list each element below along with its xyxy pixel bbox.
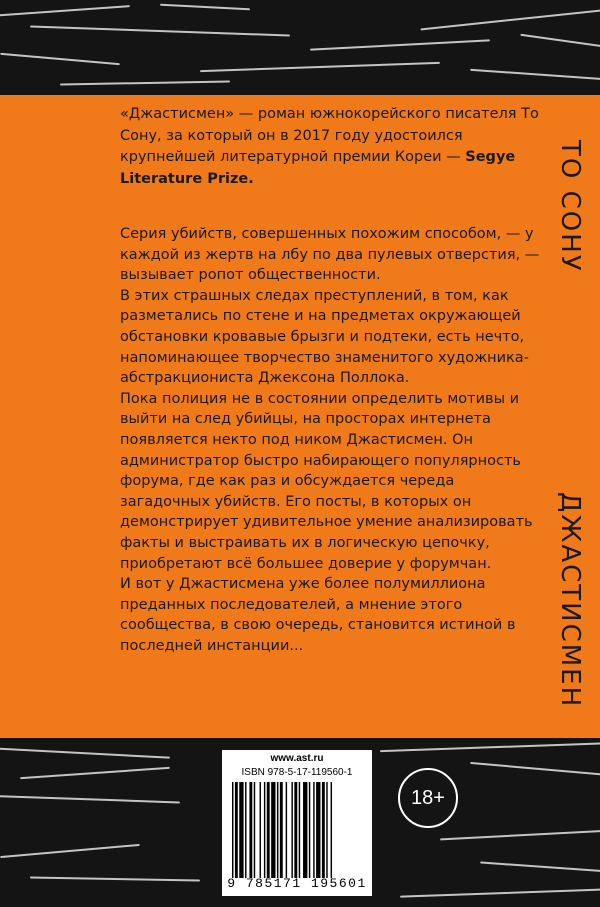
barcode-bar (245, 782, 246, 878)
barcode-bar (271, 782, 275, 878)
barcode-bar (313, 782, 314, 878)
prize-name: Segye Literature Prize. (120, 149, 516, 187)
barcode (232, 782, 368, 878)
intro-text (120, 104, 540, 190)
barcode-bar (232, 782, 233, 878)
barcode-bar (291, 782, 292, 878)
barcode-bar (254, 782, 255, 878)
synopsis-paragraph: Серия убийств, совершенных похожим способом, — у каждой из жертв на лбу по два пулевых отверстия, — вызывает ропот общественности. (120, 226, 540, 284)
barcode-bar (260, 782, 261, 878)
barcode-bar (331, 782, 332, 878)
barcode-bar (299, 782, 300, 878)
barcode-bar (277, 782, 278, 878)
isbn-label (222, 750, 372, 896)
title-vertical: ДЖАСТИСМЕН (555, 492, 585, 709)
age-rating-badge: 18+ (398, 768, 458, 828)
barcode-bar (235, 782, 238, 878)
synopsis-paragraph: И вот у Джастисмена уже более полумиллиона преданных последователей, а мнение этого сообщества, в свою очередь, становится истиной в последней инстанции... (120, 576, 516, 654)
barcode-bar (280, 782, 283, 878)
barcode-bar (264, 782, 265, 878)
barcode-bar (322, 782, 325, 878)
isbn-number: ISBN 978-5-17-119560-1 (241, 767, 353, 778)
author-vertical: ТО СОНУ (555, 140, 585, 273)
barcode-bar (316, 782, 320, 878)
publisher-site: www.ast.ru (270, 753, 324, 764)
barcode-bar (286, 782, 287, 878)
top-dark-band (0, 0, 600, 95)
barcode-bar (267, 782, 270, 878)
synopsis-paragraph: Пока полиция не в состоянии определить мотивы и выйти на след убийцы, на просторах интернета появляется некто под ником Джастисмен. Он администратор быстро набирающего популярность форума, где как раз и обсуждается череда загадочных убийств. Его посты, в которых он демонстрирует удивительное умение анализировать факты и выстраивать их в логическую цепочку, приобретают всё большее доверие у форумчан. (120, 390, 533, 572)
barcode-bar (326, 782, 327, 878)
synopsis-paragraph: В этих страшных следах преступлений, в том, как разметались по стене и на предметах окружающей обстановки кровавые брызги и подтеки, есть нечто, напоминающее творчество знаменитого художника-абстракциониста Джексона Поллока. (120, 287, 529, 387)
barcode-bar (239, 782, 243, 878)
barcode-digits: 9 785171 195601 (227, 876, 367, 891)
barcode-bar (303, 782, 307, 878)
intro-body: «Джастисмен» — роман южнокорейского писателя То Сону, за который он в 2017 году удостоился крупнейшей литературной премии Кореи — (120, 106, 539, 165)
barcode-bar (294, 782, 297, 878)
barcode-bar (249, 782, 252, 878)
barcode-bar (309, 782, 310, 878)
synopsis (120, 224, 540, 656)
